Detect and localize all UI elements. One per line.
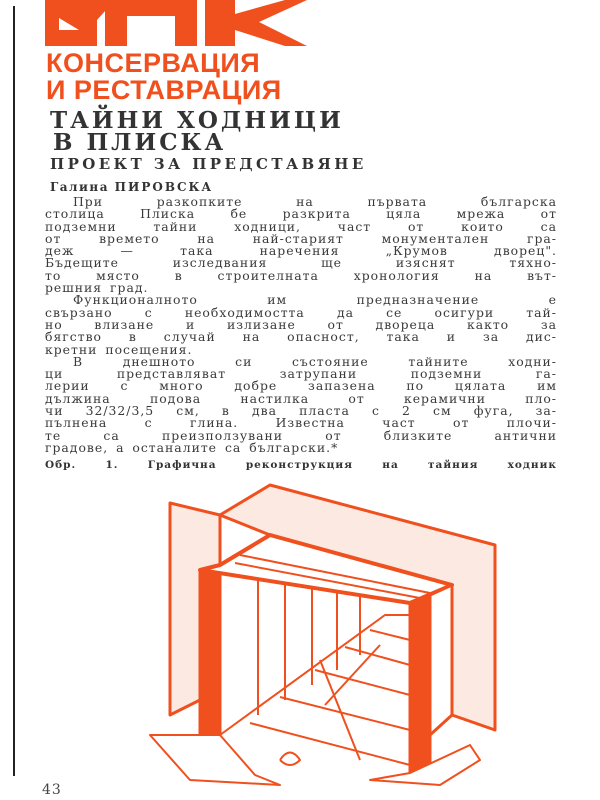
article-author [50, 180, 213, 194]
body-text-line: то място в строителната хронология на вът- [45, 267, 557, 283]
body-text-line: пълнена с глина. Известна част от плочи- [45, 415, 557, 431]
body-text-line: свързано с необходимостта да се осигури тай- [45, 304, 557, 320]
article-subtitle: ПРОЕКТ ЗА ПРЕДСТАВЯНЕ [50, 155, 367, 173]
title-line-2: В ПЛИСКА [53, 129, 227, 156]
body-text-line: деж — така наречения „Крумов дворец". [45, 243, 557, 259]
figure-caption: Обр. 1. Графична реконструкция на тайния ходник [45, 459, 557, 471]
author-last-name: ПИРОВСКА [114, 180, 214, 194]
article-title [50, 107, 344, 156]
body-text-line: те са преизползувани от близките антични [45, 427, 557, 443]
article-body [45, 196, 557, 454]
page-number: 43 [42, 782, 62, 798]
body-text-line: Функционалното им предназначение е [73, 292, 557, 308]
body-text-line: подземни тайни ходници, част от които са [45, 218, 557, 234]
body-text-line: градове, а останалите са български.* [45, 439, 339, 455]
magazine-logo [45, 0, 307, 46]
body-text-line: лерии с много добре запазена по цялата им [45, 378, 557, 394]
tunnel-reconstruction-illustration [130, 475, 520, 790]
body-text-line: столица Плиска бе разкрита цяла мрежа от [45, 206, 557, 222]
body-text-line: В днешното си състояние тайните ходни- [73, 353, 557, 369]
section-line-2: И РЕСТАВРАЦИЯ [46, 75, 282, 105]
body-text-line: чи 32/32/3,5 см, в два пласта с 2 см фуга, за- [45, 403, 557, 419]
body-text-line: но влизане и излизане от двореца както за [45, 316, 557, 332]
body-text-line: дължина подова настилка от керамични пло- [45, 390, 557, 406]
body-text-line: бягство в случай на опасност, така и за дис- [45, 329, 557, 345]
body-text-line: Бъдещите изследвания ще изяснят тяхно- [45, 255, 557, 271]
author-first-name: Галина [50, 180, 109, 194]
body-text-line: При разкопките на първата българска [73, 194, 557, 209]
section-heading [46, 50, 282, 104]
body-text-line: кретни посещения. [45, 341, 193, 357]
body-text-line: решния град. [45, 280, 149, 296]
section-line-1: КОНСЕРВАЦИЯ [46, 48, 261, 78]
title-line-1: ТАЙНИ ХОДНИЦИ [50, 107, 344, 134]
body-text-line: от времето на най-старият монументален гра- [45, 230, 557, 246]
body-text-line: ци представляват затрупани подземни га- [45, 366, 557, 382]
margin-rule [13, 6, 15, 776]
